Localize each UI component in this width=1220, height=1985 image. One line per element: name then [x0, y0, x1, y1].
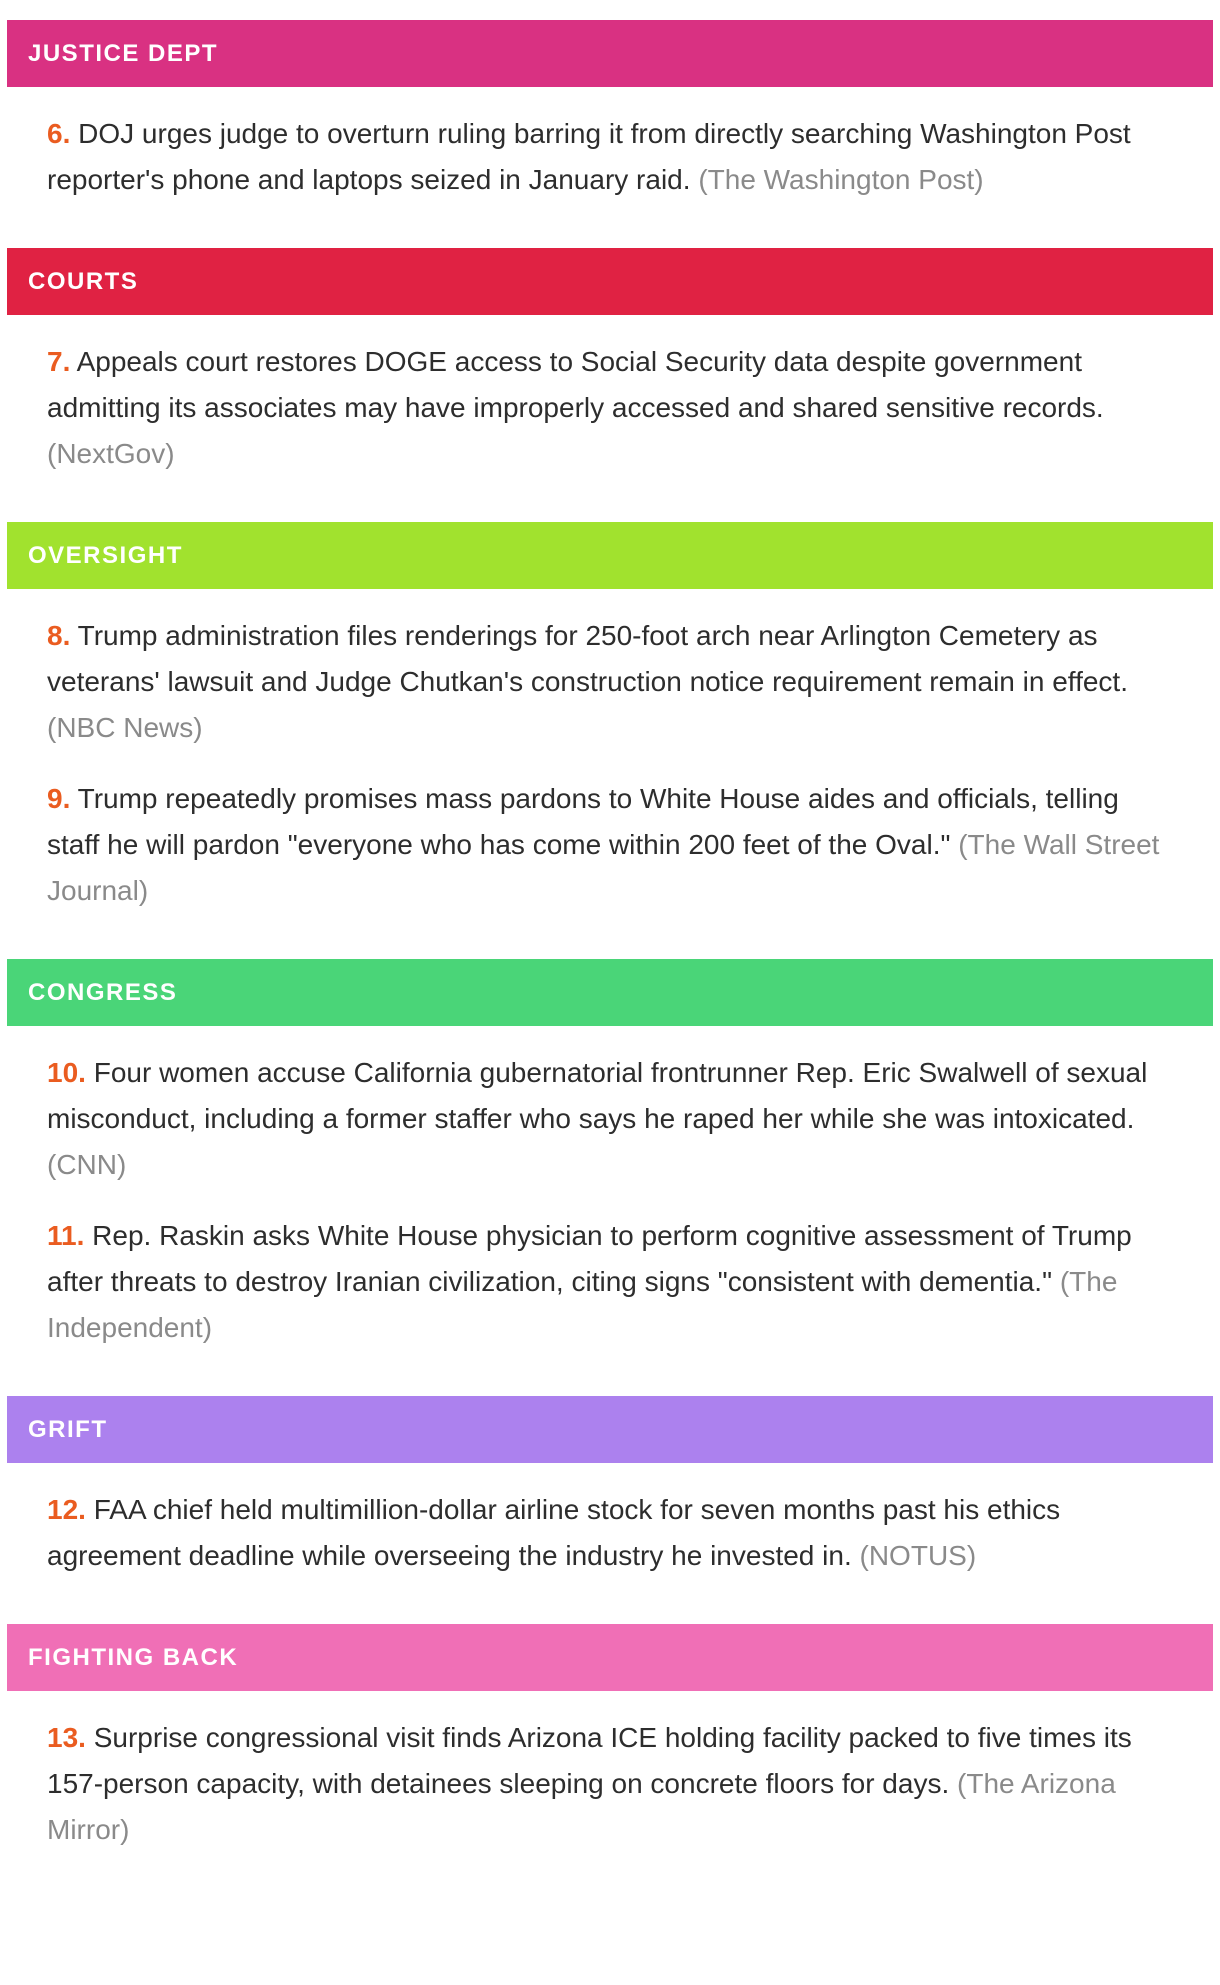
item-source-link[interactable]: (NOTUS): [859, 1540, 977, 1571]
news-item: [47, 613, 1168, 751]
section-title: OVERSIGHT: [28, 541, 183, 569]
news-item: [47, 339, 1168, 477]
item-source-link[interactable]: (NextGov): [47, 438, 175, 469]
item-source-link[interactable]: (The Arizona Mirror): [47, 1768, 1116, 1845]
section-header-bar: [7, 20, 1213, 87]
section-justice-dept: [7, 20, 1213, 248]
section-header-bar: [7, 959, 1213, 1026]
section-title: GRIFT: [28, 1415, 108, 1443]
news-item: [47, 1715, 1168, 1853]
item-number: 10.: [47, 1057, 86, 1088]
item-text: Trump administration files renderings for 250-foot arch near Arlington Cemetery as veterans' lawsuit and Judge Chutkan's construction notice requirement remain in effect.: [47, 620, 1128, 697]
section-title: CONGRESS: [28, 978, 178, 1006]
item-text: FAA chief held multimillion-dollar airline stock for seven months past his ethics agreement deadline while overseeing the industry he invested in.: [47, 1494, 1061, 1571]
item-source-link[interactable]: (NBC News): [47, 712, 203, 743]
section-content: [7, 315, 1213, 522]
section-title: JUSTICE DEPT: [28, 39, 219, 67]
news-item: [47, 1487, 1168, 1579]
section-content: [7, 589, 1213, 959]
news-item: [47, 1050, 1168, 1188]
item-number: 12.: [47, 1494, 86, 1525]
news-item: [47, 776, 1168, 914]
section-content: [7, 1463, 1213, 1624]
section-courts: [7, 248, 1213, 522]
section-header-bar: [7, 1624, 1213, 1691]
item-text: Trump repeatedly promises mass pardons to White House aides and officials, telling staff he will pardon "everyone who has come within 200 feet of the Oval.": [47, 783, 1119, 860]
news-item: [47, 1213, 1168, 1351]
section-fighting-back: [7, 1624, 1213, 1898]
section-oversight: [7, 522, 1213, 959]
section-content: [7, 1026, 1213, 1396]
item-source-link[interactable]: (The Independent): [47, 1266, 1118, 1343]
section-header-bar: [7, 248, 1213, 315]
item-number: 7.: [47, 346, 71, 377]
section-content: [7, 1691, 1213, 1898]
item-source-link[interactable]: (The Washington Post): [698, 164, 984, 195]
item-number: 13.: [47, 1722, 86, 1753]
item-source-link[interactable]: (CNN): [47, 1149, 127, 1180]
news-item: [47, 111, 1168, 203]
item-text: Rep. Raskin asks White House physician to perform cognitive assessment of Trump after threats to destroy Iranian civilization, citing signs "consistent with dementia.": [47, 1220, 1132, 1297]
section-header-bar: [7, 522, 1213, 589]
item-number: 6.: [47, 118, 71, 149]
item-number: 8.: [47, 620, 71, 651]
item-text: Surprise congressional visit finds Arizona ICE holding facility packed to five times its 157-person capacity, with detainees sleeping on concrete floors for days.: [47, 1722, 1132, 1799]
item-text: Four women accuse California gubernatorial frontrunner Rep. Eric Swalwell of sexual misconduct, including a former staffer who says he raped her while she was intoxicated.: [47, 1057, 1148, 1134]
item-number: 9.: [47, 783, 71, 814]
item-text: Appeals court restores DOGE access to Social Security data despite government admitting its associates may have improperly accessed and shared sensitive records.: [47, 346, 1104, 423]
news-digest: [7, 20, 1213, 1898]
section-congress: [7, 959, 1213, 1396]
section-content: [7, 87, 1213, 248]
section-header-bar: [7, 1396, 1213, 1463]
section-grift: [7, 1396, 1213, 1624]
item-source-link[interactable]: (The Wall Street Journal): [47, 829, 1160, 906]
section-title: FIGHTING BACK: [28, 1643, 239, 1671]
item-text: DOJ urges judge to overturn ruling barring it from directly searching Washington Post reporter's phone and laptops seized in January raid.: [47, 118, 1131, 195]
section-title: COURTS: [28, 267, 139, 295]
item-number: 11.: [47, 1220, 85, 1251]
